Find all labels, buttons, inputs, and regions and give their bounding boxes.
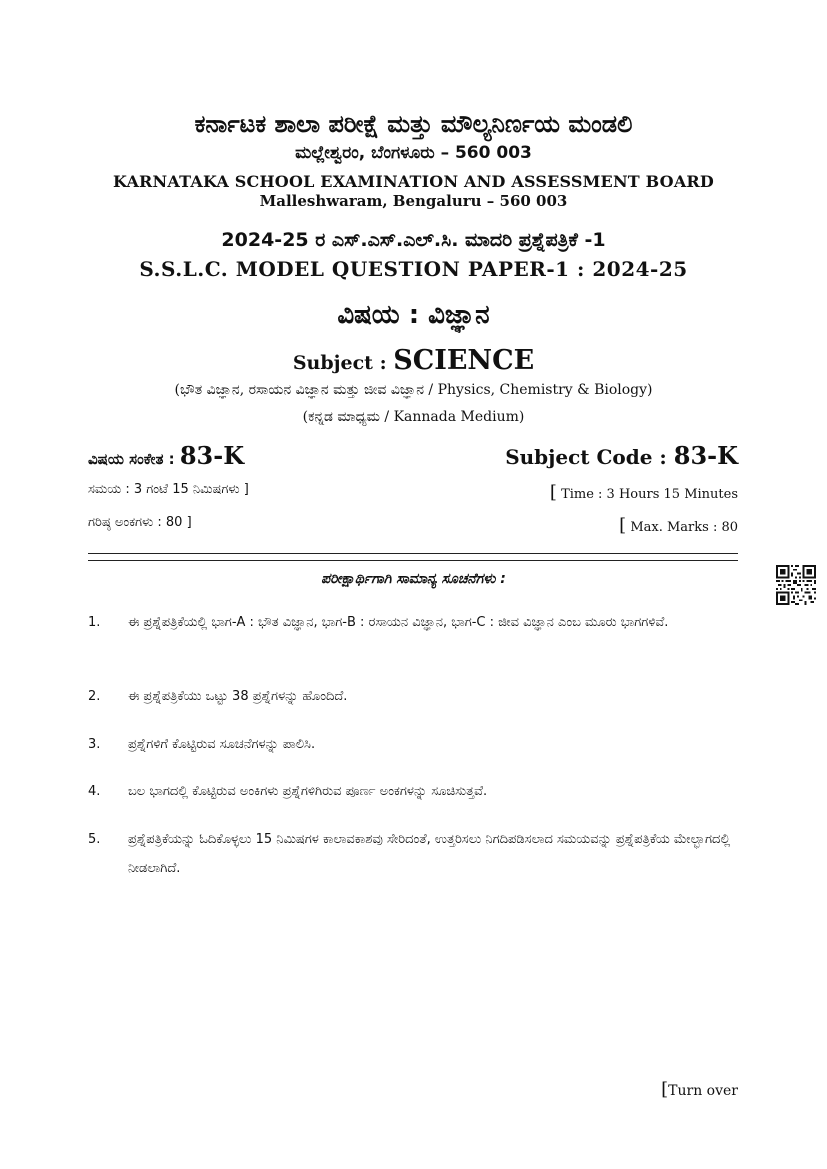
divider [88,560,738,561]
subject-branches: (ಭೌತ ವಿಜ್ಞಾನ, ರಸಾಯನ ವಿಜ್ಞಾನ ಮತ್ತು ಜೀವ ವಿಜ್ಞಾನ / Physics, Chemistry & Biology) [174,382,653,398]
subject-code-english [505,441,738,470]
instruction-text: ಈ ಪ್ರಶ್ನೆಪತ್ರಿಕೆಯು ಒಟ್ಟು 38 ಪ್ರಶ್ನೆಗಳನ್ನು ಹೊಂದಿದೆ. [128,689,348,704]
marks-row [88,515,738,535]
board-name-english: KARNATAKA SCHOOL EXAMINATION AND ASSESSMENT BOARD [112,172,715,191]
instruction-number: 1. [88,615,101,630]
divider [88,553,738,554]
subject-kannada: ವಿಷಯ : ವಿಜ್ಞಾನ [337,300,490,330]
time-kannada: ಸಮಯ : 3 ಗಂಟೆ 15 ನಿಮಿಷಗಳು ] [88,482,249,497]
subject-code-value-english: 83-K [673,441,738,470]
turn-over-note [661,1079,738,1100]
time-row [88,482,738,502]
bracket-glyph: [ [549,482,557,503]
instruction-number: 2. [88,689,101,704]
marks-english-wrap [619,515,738,536]
marks-kannada: ಗರಿಷ್ಠ ಅಂಕಗಳು : 80 ] [88,515,192,530]
medium-note: (ಕನ್ನಡ ಮಾಧ್ಯಮ / Kannada Medium) [302,409,525,425]
instruction-text: ಪ್ರಶ್ನೆಪತ್ರಿಕೆಯನ್ನು ಓದಿಕೊಳ್ಳಲು 15 ನಿಮಿಷಗಳ ಕಾಲಾವಕಾಶವು ಸೇರಿದಂತೆ, ಉತ್ತರಿಸಲು ನಿಗದಿಪಡಿಸಲಾದ ಸಮಯವನ್ನು ಪ್ರಶ್ನೆಪತ್ರಿಕೆಯ ಮೇಲ್ಭಾಗದಲ್ಲಿ ನೀಡಲಾಗಿದೆ. [128,832,731,876]
instructions-title: ಪರೀಕ್ಷಾರ್ಥಿಗಾಗಿ ಸಾಮಾನ್ಯ ಸೂಚನೆಗಳು : [321,571,506,587]
board-name-kannada: ಕರ್ನಾಟಕ ಶಾಲಾ ಪರೀಕ್ಷೆ ಮತ್ತು ಮೌಲ್ಯನಿರ್ಣಯ ಮಂಡಲಿ [194,110,633,138]
subject-code-kannada [88,441,244,470]
board-address-english: Malleshwaram, Bengaluru – 560 003 [259,192,568,210]
paper-title-english: S.S.L.C. MODEL QUESTION PAPER-1 : 2024-25 [139,257,688,281]
instruction-text: ಈ ಪ್ರಶ್ನೆಪತ್ರಿಕೆಯಲ್ಲಿ ಭಾಗ-A : ಭೌತ ವಿಜ್ಞಾನ, ಭಾಗ-B : ರಸಾಯನ ವಿಜ್ಞಾನ, ಭಾಗ-C : ಜೀವ ವಿಜ್ಞಾನ ಎಂಬ ಮೂರು ಭಾಗಗಳಿವೆ. [128,615,669,630]
subject-label: Subject : [292,352,394,374]
subject-code-label-kannada: ವಿಷಯ ಸಂಕೇತ : [88,450,180,468]
instruction-number: 5. [88,832,101,847]
marks-english: Max. Marks : 80 [630,520,738,535]
bracket-glyph: [ [619,515,627,536]
time-english: Time : 3 Hours 15 Minutes [561,487,738,502]
subject-value: SCIENCE [393,345,535,376]
qr-code-icon[interactable] [776,565,816,605]
time-english-wrap [550,482,738,503]
instruction-text: ಪ್ರಶ್ನೆಗಳಿಗೆ ಕೊಟ್ಟಿರುವ ಸೂಚನೆಗಳನ್ನು ಪಾಲಿಸಿ. [128,737,316,752]
subject-code-value-kannada: 83-K [179,441,245,470]
instruction-number: 3. [88,737,101,752]
instruction-number: 4. [88,784,101,799]
paper-title-kannada: 2024-25 ರ ಎಸ್.ಎಸ್.ಎಲ್.ಸಿ. ಮಾದರಿ ಪ್ರಶ್ನೆಪತ್ರಿಕೆ -1 [221,229,606,251]
bracket-glyph: [ [661,1079,669,1100]
turn-over-text: Turn over [668,1083,738,1099]
board-address-kannada: ಮಲ್ಲೇಶ್ವರಂ, ಬೆಂಗಳೂರು – 560 003 [295,143,532,163]
subject-code-label-english: Subject Code : [505,445,674,469]
subject-english [0,345,827,376]
subject-code-row [88,441,738,475]
instruction-text: ಬಲ ಭಾಗದಲ್ಲಿ ಕೊಟ್ಟಿರುವ ಅಂಕಿಗಳು ಪ್ರಶ್ನೆಗಳಿಗಿರುವ ಪೂರ್ಣ ಅಂಕಗಳನ್ನು ಸೂಚಿಸುತ್ತವೆ. [128,784,488,799]
